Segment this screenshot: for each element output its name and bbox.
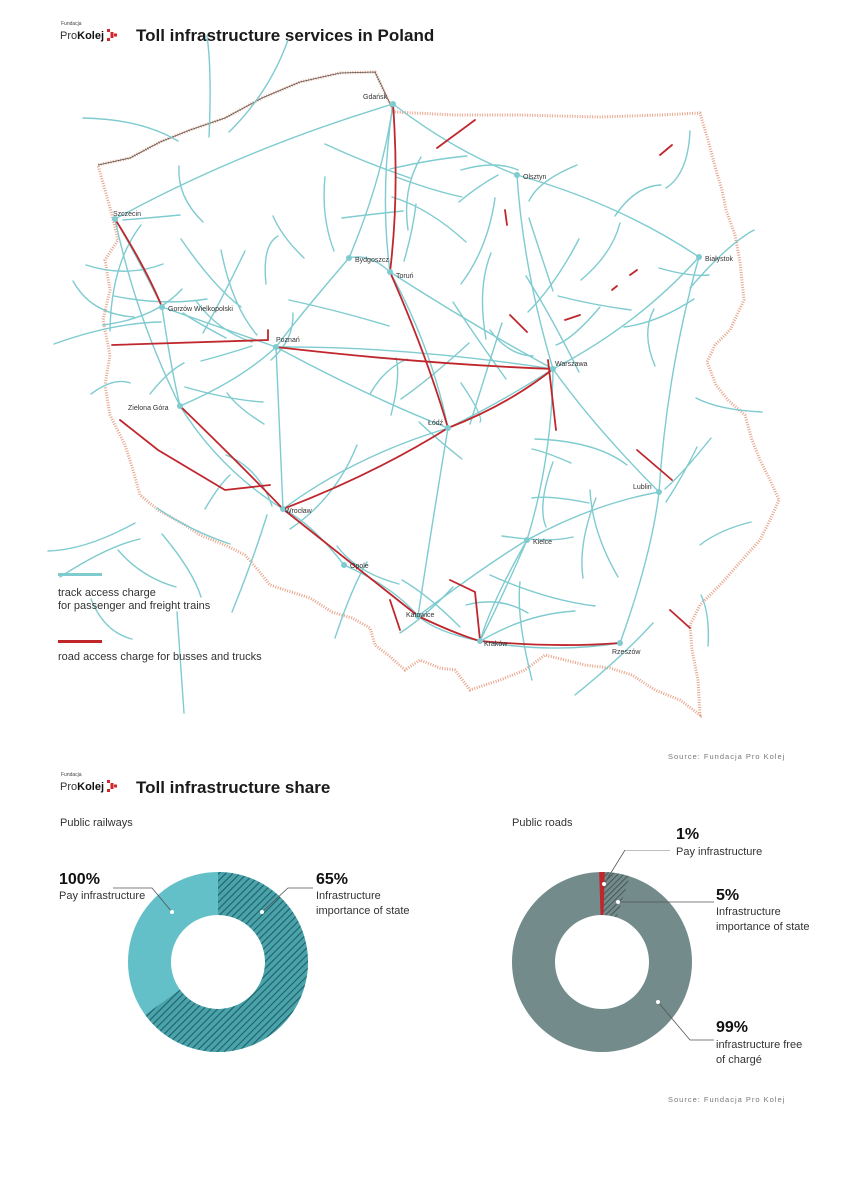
rail-line bbox=[325, 144, 410, 178]
rail-line bbox=[624, 299, 694, 327]
rail-line bbox=[553, 369, 659, 492]
road-toll-line bbox=[283, 428, 448, 509]
logo-arrow-icon bbox=[107, 780, 117, 792]
logo-pro-text: Pro bbox=[60, 30, 78, 42]
city-label: Opole bbox=[350, 563, 369, 570]
rail-line bbox=[418, 428, 448, 616]
rail-line bbox=[459, 175, 498, 202]
rail-line bbox=[517, 175, 699, 257]
city-marker[interactable] bbox=[390, 101, 396, 107]
share-title: Toll infrastructure share bbox=[136, 778, 331, 797]
road-toll-line bbox=[660, 145, 672, 155]
city-label: Zielona Góra bbox=[128, 405, 169, 412]
city-marker[interactable] bbox=[445, 425, 451, 431]
rail-pay-label-line1: Pay infrastructure bbox=[59, 890, 146, 902]
legend-road-swatch bbox=[58, 640, 102, 643]
road-toll-line bbox=[390, 272, 448, 428]
road-toll-line bbox=[437, 120, 475, 148]
legend-rail-line1: track access charge bbox=[58, 587, 156, 599]
rail-line bbox=[543, 462, 553, 527]
legend-road-label: road access charge for busses and trucks bbox=[58, 651, 262, 663]
rail-line bbox=[283, 428, 448, 509]
rail-line bbox=[402, 580, 460, 627]
rail-line bbox=[648, 309, 655, 366]
road-pay-label-line1: Pay infrastructure bbox=[676, 846, 763, 858]
logo-small-text: Fundacja bbox=[61, 21, 82, 27]
rail-line bbox=[390, 156, 467, 169]
leader-rail-pay-dot bbox=[170, 910, 174, 914]
city-label: Białystok bbox=[705, 256, 734, 263]
city-label: Warszawa bbox=[555, 361, 588, 368]
logo-pro-text: Pro bbox=[60, 781, 78, 793]
rail-line bbox=[615, 185, 661, 216]
road-toll-line bbox=[565, 315, 580, 320]
road-free-percent: 99% bbox=[716, 1019, 749, 1036]
city-label: Rzeszów bbox=[612, 649, 641, 656]
city-label: Łódź bbox=[428, 420, 444, 427]
city-layer bbox=[112, 94, 734, 656]
share-source: Source: Fundacja Pro Kolej bbox=[668, 1095, 786, 1104]
rail-line bbox=[185, 387, 263, 402]
rail-line bbox=[700, 522, 751, 545]
city-marker[interactable] bbox=[617, 640, 623, 646]
logo-2 bbox=[60, 772, 117, 793]
city-label: Gdańsk bbox=[363, 94, 388, 101]
rail-state-label-line1: Infrastructure bbox=[316, 890, 381, 902]
city-label: Kraków bbox=[484, 641, 508, 648]
road-free-label-line1: infrastructure free bbox=[716, 1039, 803, 1051]
city-marker[interactable] bbox=[273, 344, 279, 350]
rail-line bbox=[324, 177, 334, 251]
rail-line bbox=[229, 40, 288, 132]
city-marker[interactable] bbox=[477, 638, 483, 644]
road-toll-line bbox=[180, 406, 283, 509]
leader-road-free bbox=[658, 1002, 714, 1040]
rail-line bbox=[110, 225, 141, 331]
rail-line bbox=[276, 258, 349, 347]
rail-line bbox=[91, 381, 130, 394]
city-marker[interactable] bbox=[341, 562, 347, 568]
city-label: Kielce bbox=[533, 539, 553, 546]
rail-line bbox=[48, 523, 135, 551]
rail-line bbox=[620, 492, 659, 643]
roads-subtitle: Public roads bbox=[512, 817, 573, 829]
rail-line bbox=[83, 118, 178, 141]
rail-state-percent: 65% bbox=[316, 871, 349, 888]
rail-line bbox=[181, 239, 241, 307]
city-marker[interactable] bbox=[159, 304, 165, 310]
legend-rail-label bbox=[58, 587, 210, 613]
logo-small-text: Fundacja bbox=[61, 772, 82, 778]
leader-road-pay-dot bbox=[602, 882, 606, 886]
rail-line bbox=[390, 272, 448, 428]
rail-line bbox=[419, 422, 462, 459]
road-toll-line bbox=[390, 104, 396, 272]
city-label: Gorzów Wielkopolski bbox=[168, 306, 233, 313]
road-state-label-line2: importance of state bbox=[716, 921, 810, 933]
rail-line bbox=[461, 198, 495, 284]
rail-line bbox=[162, 307, 180, 406]
city-label: Wrocław bbox=[285, 508, 312, 515]
road-state-label-line1: Infrastructure bbox=[716, 906, 781, 918]
rail-line bbox=[461, 165, 518, 170]
rail-line bbox=[265, 236, 278, 284]
rail-line bbox=[179, 166, 203, 222]
city-label: Szczecin bbox=[113, 211, 142, 218]
road-toll-line bbox=[418, 616, 480, 641]
rail-line bbox=[86, 264, 163, 271]
road-toll-line bbox=[510, 315, 527, 332]
rail-line bbox=[118, 550, 176, 587]
city-marker[interactable] bbox=[696, 254, 702, 260]
country-border bbox=[98, 72, 779, 715]
rail-line bbox=[532, 449, 571, 463]
city-label: Bydgoszcz bbox=[355, 257, 389, 264]
rail-line bbox=[290, 445, 357, 529]
rail-line bbox=[575, 623, 653, 695]
city-marker[interactable] bbox=[177, 403, 183, 409]
road-toll-line bbox=[612, 286, 617, 290]
road-pay-label bbox=[676, 845, 762, 860]
rail-line bbox=[558, 296, 631, 310]
rail-line bbox=[157, 508, 230, 544]
logo-kolej-text: Kolej bbox=[77, 30, 105, 42]
rail-line bbox=[529, 218, 553, 291]
logo-kolej-text: Kolej bbox=[77, 781, 105, 793]
city-label: Lublin bbox=[633, 484, 652, 491]
road-toll-line bbox=[505, 210, 507, 225]
city-marker[interactable] bbox=[346, 255, 352, 261]
rail-pay-percent: 100% bbox=[59, 871, 100, 888]
rail-line bbox=[370, 359, 407, 394]
rail-line bbox=[276, 347, 448, 428]
city-label: Olsztyn bbox=[523, 174, 547, 181]
rail-pay-label bbox=[59, 889, 145, 904]
rail-line bbox=[482, 253, 491, 339]
rail-line bbox=[529, 165, 577, 201]
rail-line bbox=[666, 131, 690, 188]
rail-line bbox=[115, 219, 162, 307]
city-marker[interactable] bbox=[514, 172, 520, 178]
road-toll-line bbox=[670, 610, 690, 628]
city-label: Katowice bbox=[406, 612, 435, 619]
rail-line bbox=[448, 369, 553, 428]
road-toll-line bbox=[112, 340, 268, 345]
rail-line bbox=[401, 343, 469, 399]
rail-line bbox=[207, 36, 210, 137]
rail-line bbox=[479, 611, 575, 642]
rail-line bbox=[276, 347, 283, 509]
rail-line bbox=[392, 197, 466, 242]
rail-line bbox=[490, 330, 533, 356]
rail-line bbox=[404, 204, 416, 261]
legend-rail-swatch bbox=[58, 573, 102, 576]
road-toll-line bbox=[448, 369, 553, 428]
rail-line bbox=[532, 497, 589, 503]
leader-rail-state-dot bbox=[260, 910, 264, 914]
city-label: Toruń bbox=[396, 273, 414, 280]
rail-line bbox=[114, 296, 207, 302]
road-free-label bbox=[716, 1038, 802, 1068]
rail-line bbox=[666, 447, 697, 502]
city-marker[interactable] bbox=[656, 489, 662, 495]
rail-line bbox=[289, 300, 389, 326]
road-toll-line bbox=[390, 600, 400, 630]
road-pay-percent: 1% bbox=[676, 826, 700, 843]
road-network bbox=[112, 104, 690, 645]
rail-line bbox=[701, 595, 708, 646]
rail-line bbox=[201, 346, 252, 361]
coastline bbox=[98, 72, 394, 165]
rail-line bbox=[396, 177, 462, 197]
leader-road-free-dot bbox=[656, 1000, 660, 1004]
leader-road-pay bbox=[604, 850, 670, 884]
road-state-percent: 5% bbox=[716, 887, 740, 904]
road-state-label bbox=[716, 905, 810, 935]
road-free-label-line2: of chargé bbox=[716, 1054, 762, 1066]
city-label: Poznań bbox=[276, 337, 300, 344]
road-toll-line bbox=[120, 420, 270, 490]
map-title: Toll infrastructure services in Poland bbox=[136, 26, 435, 45]
legend-rail-line2: for passenger and freight trains bbox=[58, 600, 211, 612]
rail-state-label bbox=[316, 889, 410, 919]
leader-road-state-dot bbox=[616, 900, 620, 904]
rail-line bbox=[696, 398, 762, 412]
rail-state-label-line2: importance of state bbox=[316, 905, 410, 917]
city-marker[interactable] bbox=[524, 537, 530, 543]
railways-subtitle: Public railways bbox=[60, 817, 133, 829]
rail-line bbox=[226, 455, 272, 506]
rail-line bbox=[115, 104, 393, 219]
leader-rail-state bbox=[262, 888, 313, 912]
map-source: Source: Fundacja Pro Kolej bbox=[668, 752, 786, 761]
city-marker[interactable] bbox=[387, 269, 393, 275]
rail-line bbox=[581, 223, 620, 280]
rail-line bbox=[232, 515, 267, 612]
rail-line bbox=[517, 175, 553, 369]
rail-line bbox=[60, 539, 140, 577]
road-toll-line bbox=[630, 270, 637, 275]
